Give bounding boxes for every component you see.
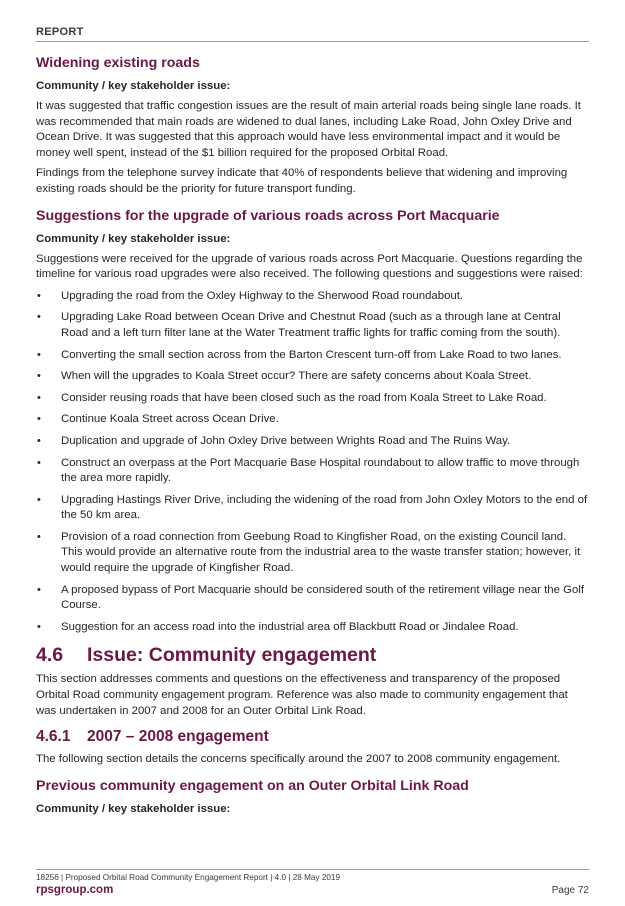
paragraph: Findings from the telephone survey indicate that 40% of respondents believe that widening and improving existing roads should be the priority for future transport funding. bbox=[36, 167, 568, 195]
report-label: REPORT bbox=[36, 26, 84, 38]
bullet-icon: • bbox=[37, 620, 41, 633]
heading-previous-engagement: Previous community engagement on an Outer Orbital Link Road bbox=[36, 777, 469, 794]
heading-widening-existing-roads: Widening existing roads bbox=[36, 55, 200, 71]
paragraph: The following section details the concerns specifically around the 2007 to 2008 community engagement. bbox=[36, 753, 561, 766]
bullet-icon: • bbox=[37, 413, 41, 426]
report-header bbox=[36, 26, 589, 42]
paragraph: It was suggested that traffic congestion issues are the result of main arterial roads being single lane roads. It was recommended that main roads are widened to dual lanes, including Lake Road, John Oxley Drive and Ocean Drive. It was suggested that this approach would have less environmental impact and it would be money well spent, instead of the $1 billion required for the proposed Orbital Road. bbox=[36, 100, 581, 159]
page-number: Page 72 bbox=[551, 885, 589, 896]
bullet-icon: • bbox=[37, 434, 41, 447]
subsection-heading-2007-2008 bbox=[36, 727, 589, 747]
section-heading-community-engagement bbox=[36, 643, 589, 667]
subsection-number: 4.6.1 bbox=[36, 728, 71, 746]
list-item: • Consider reusing roads that have been closed such as the road from Koala Street to Lake Road. bbox=[36, 391, 589, 407]
issue-label: Community / key stakeholder issue: bbox=[36, 80, 231, 92]
list-item: • Upgrading the road from the Oxley Highway to the Sherwood Road roundabout. bbox=[36, 289, 589, 305]
subsection-title: 2007 – 2008 engagement bbox=[87, 728, 269, 746]
list-item: • Continue Koala Street across Ocean Drive. bbox=[36, 412, 589, 428]
bullet-icon: • bbox=[37, 530, 41, 543]
heading-road-upgrade-suggestions: Suggestions for the upgrade of various roads across Port Macquarie bbox=[36, 207, 500, 224]
list-item: • Duplication and upgrade of John Oxley Drive between Wrights Road and The Ruins Way. bbox=[36, 434, 589, 450]
page-content bbox=[36, 54, 589, 822]
list-item: • A proposed bypass of Port Macquarie should be considered south of the retirement village near the Golf Course. bbox=[37, 583, 585, 612]
list-item: • Construct an overpass at the Port Macquarie Base Hospital roundabout to allow traffic to move through the area more rapidly. bbox=[37, 456, 580, 485]
paragraph: This section addresses comments and questions on the effectiveness and transparency of the proposed Orbital Road community engagement program. Reference was also made to community engagement that was undertaken in 2007 and 2008 for an Outer Orbital Link Road. bbox=[36, 673, 568, 717]
section-title: Issue: Community engagement bbox=[87, 644, 377, 667]
list-item: • When will the upgrades to Koala Street occur? There are safety concerns about Koala Street. bbox=[36, 369, 589, 385]
bullet-icon: • bbox=[37, 391, 41, 404]
issue-label: Community / key stakeholder issue: bbox=[36, 802, 231, 815]
list-item: • Converting the small section across from the Barton Crescent turn-off from Lake Road to two lanes. bbox=[36, 348, 589, 364]
bullet-icon: • bbox=[37, 370, 41, 383]
bullet-icon: • bbox=[37, 289, 41, 302]
bullet-icon: • bbox=[37, 311, 41, 324]
bullet-icon: • bbox=[37, 456, 41, 469]
paragraph: Suggestions were received for the upgrade of various roads across Port Macquarie. Questions regarding the timeline for various road upgrades were also received. The following questions and suggestions were raised: bbox=[36, 252, 583, 281]
list-item: • Suggestion for an access road into the industrial area off Blackbutt Road or Jindalee Road. bbox=[36, 620, 589, 636]
page-footer bbox=[36, 869, 589, 896]
bullet-icon: • bbox=[37, 583, 41, 596]
list-item: • Upgrading Lake Road between Ocean Drive and Chestnut Road (such as a through lane at Central Road and a left turn filter lane at the Water Treatment traffic lights for traffic coming from the south). bbox=[37, 311, 561, 339]
issue-label: Community / key stakeholder issue: bbox=[36, 232, 231, 245]
suggestion-list bbox=[36, 289, 589, 636]
bullet-icon: • bbox=[37, 348, 41, 361]
footer-website-link[interactable]: rpsgroup.com bbox=[36, 884, 114, 896]
list-item: • Provision of a road connection from Geebung Road to Kingfisher Road, on the existing Council land. This would provide an alternative route from the industrial area to the waste transfer station; however, it would require the upgrade of Kingfisher Road. bbox=[37, 530, 581, 575]
section-number: 4.6 bbox=[36, 644, 64, 667]
bullet-icon: • bbox=[37, 493, 41, 506]
footer-document-meta: 18256 | Proposed Orbital Road Community Engagement Report | 4.0 | 28 May 2019 bbox=[36, 873, 341, 882]
list-item: • Upgrading Hastings River Drive, including the widening of the road from John Oxley Motors to the end of the 50 km area. bbox=[37, 493, 588, 522]
